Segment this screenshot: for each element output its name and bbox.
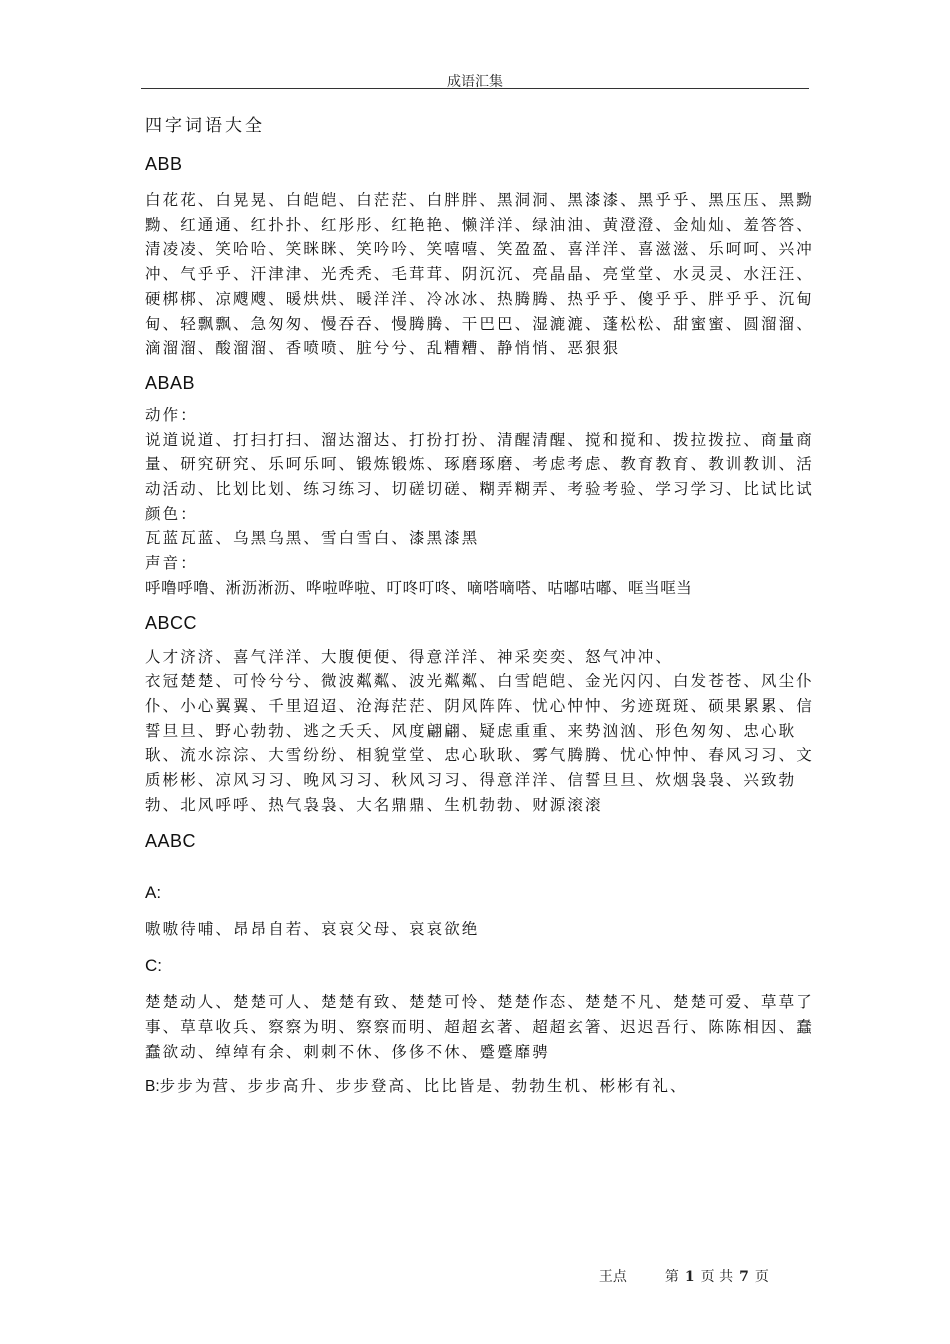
footer-page-number: 1 xyxy=(684,1269,695,1285)
section-heading-aabc: AABC xyxy=(145,831,197,852)
aabc-a-text: 嗷嗷待哺、昂昂自若、哀哀父母、哀哀欲绝 xyxy=(145,920,480,939)
page-header-title: 成语汇集 xyxy=(447,74,503,90)
footer-page-suffix: 页 xyxy=(754,1269,769,1285)
section-heading-abab: ABAB xyxy=(145,372,196,393)
section-text-abcc: 衣冠楚楚、可怜兮兮、微波粼粼、波光粼粼、白雪皑皑、金光闪闪、白发苍苍、风尘仆仆、小心翼翼、千里迢迢、沧海茫茫、阴风阵阵、忧心忡忡、劣迹斑斑、硕果累累、信誓旦旦、野心勃勃、逃之夭夭、风度翩翩、疑虑重重、来势汹汹、形色匆匆、忠心耿耿、流水淙淙、大雪纷纷、相貌堂堂、忠心耿耿、雾气腾腾、忧心忡忡、春风习习、文质彬彬、凉风习习、晚风习习、秋风习习、得意洋洋、信誓旦旦、炊烟袅袅、兴致勃勃、北风呼呼、热气袅袅、大名鼎鼎、生机勃勃、财源滚滚 xyxy=(145,672,814,814)
section-heading-abb: ABB xyxy=(145,154,183,174)
footer-author: 王点 xyxy=(598,1269,627,1285)
abab-sound-label: 声音： xyxy=(145,554,198,573)
aabc-c-label: C: xyxy=(145,956,162,976)
document-body xyxy=(145,112,815,1100)
footer-page-prefix: 第 xyxy=(664,1269,679,1285)
abab-action-text: 说道说道、打扫打扫、溜达溜达、打扮打扮、清醒清醒、搅和搅和、拨拉拨拉、商量商量、研究研究、乐呵乐呵、锻炼锻炼、琢磨琢磨、考虑考虑、教育教育、教训教训、活动活动、比划比划、练习练习、切磋切磋、糊弄糊弄、考验考验、学习学习、比试比试 xyxy=(145,430,814,499)
abcc-first-line: 人才济济、喜气洋洋、大腹便便、得意洋洋、神采奕奕、怒气冲冲、 xyxy=(145,647,674,666)
aabc-c-text: 楚楚动人、楚楚可人、楚楚有致、楚楚可怜、楚楚作态、楚楚不凡、楚楚可爱、草草了事、草草收兵、察察为明、察察而明、超超玄著、超超玄箸、迟迟吾行、陈陈相因、蠢蠢欲动、绰绰有余、刺刺不休、侈侈不休、蹙蹙靡骋 xyxy=(145,993,814,1061)
aabc-a-label: A: xyxy=(145,883,162,903)
abab-color-label: 颜色： xyxy=(145,504,198,523)
document-title: 四字词语大全 xyxy=(145,116,265,136)
footer-page-mid: 页 共 xyxy=(700,1269,734,1285)
abab-sound-text: 呼噜呼噜、淅沥淅沥、哗啦哗啦、叮咚叮咚、嘀嗒嘀嗒、咕嘟咕嘟、哐当哐当 xyxy=(145,578,693,597)
abab-color-text: 瓦蓝瓦蓝、乌黑乌黑、雪白雪白、漆黑漆黑 xyxy=(145,529,480,548)
page-footer xyxy=(590,1250,775,1286)
aabc-b-text: 步步为营、步步高升、步步登高、比比皆是、勃勃生机、彬彬有礼、 xyxy=(159,1077,688,1096)
abab-action-label: 动作： xyxy=(145,405,198,424)
section-heading-abcc: ABCC xyxy=(145,612,198,633)
header-divider xyxy=(141,88,809,89)
aabc-b-line xyxy=(145,1074,815,1100)
aabc-b-label: B: xyxy=(145,1078,160,1096)
section-text-abb: 白花花、白晃晃、白皑皑、白茫茫、白胖胖、黑洞洞、黑漆漆、黑乎乎、黑压压、黑黝黝、红通通、红扑扑、红彤彤、红艳艳、懒洋洋、绿油油、黄澄澄、金灿灿、羞答答、清凌凌、笑哈哈、笑眯眯、笑吟吟、笑嘻嘻、笑盈盈、喜洋洋、喜滋滋、乐呵呵、兴冲冲、气乎乎、汗津津、光秃秃、毛茸茸、阴沉沉、亮晶晶、亮堂堂、水灵灵、水汪汪、硬梆梆、凉飕飕、暖烘烘、暖洋洋、冷冰冰、热腾腾、热乎乎、傻乎乎、胖乎乎、沉甸甸、轻飘飘、急匆匆、慢吞吞、慢腾腾、干巴巴、湿漉漉、蓬松松、甜蜜蜜、圆溜溜、滴溜溜、酸溜溜、香喷喷、脏兮兮、乱糟糟、静悄悄、恶狠狠 xyxy=(145,191,814,358)
footer-page-total: 7 xyxy=(739,1269,749,1285)
